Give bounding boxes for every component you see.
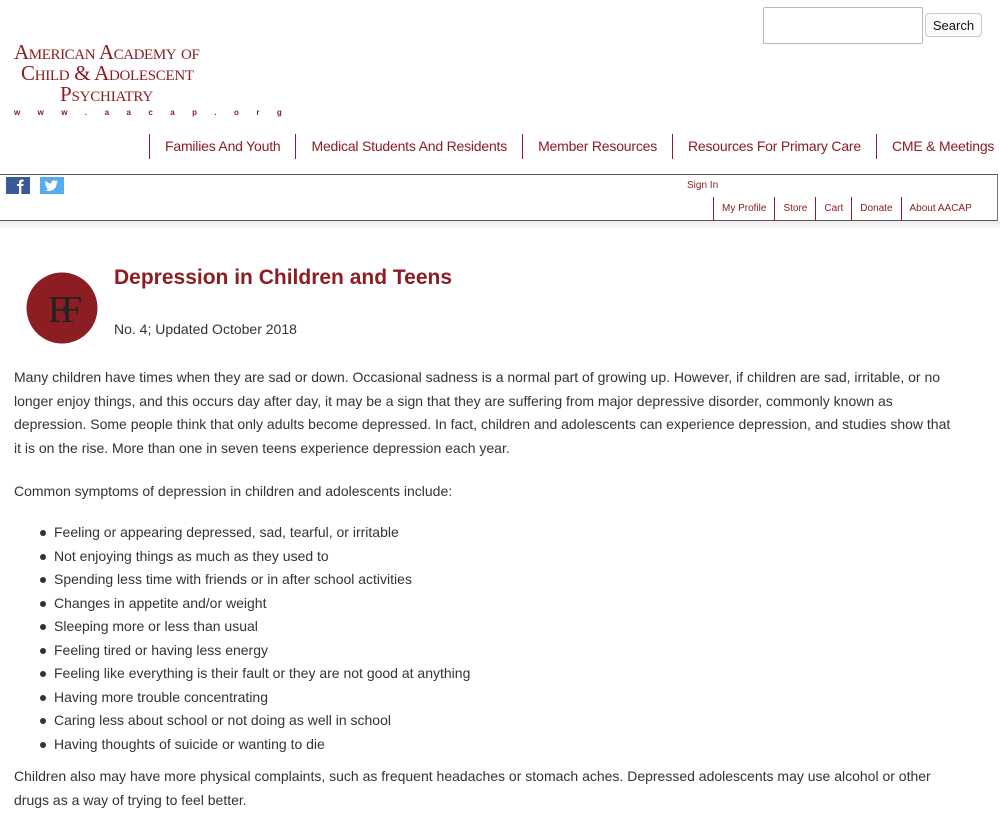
nav-about-aacap[interactable]: About AACAP: [901, 197, 980, 221]
list-item: Spending less time with friends or in after school activities: [40, 568, 470, 592]
page-title: Depression in Children and Teens: [114, 266, 453, 289]
logo-line-1: American Academy of: [14, 40, 200, 64]
list-item: Not enjoying things as much as they used to: [40, 545, 470, 569]
nav-cme-and-meetings[interactable]: CME & Meetings: [876, 134, 1000, 159]
nav-resources-for-primary-care[interactable]: Resources For Primary Care: [672, 134, 876, 159]
nav-member-resources[interactable]: Member Resources: [522, 134, 672, 159]
symptoms-lead: Common symptoms of depression in children and adolescents include:: [14, 483, 453, 499]
nav-families-and-youth[interactable]: Families And Youth: [149, 134, 295, 159]
list-item: Feeling tired or having less energy: [40, 639, 470, 663]
nav-medical-students-and-residents[interactable]: Medical Students And Residents: [295, 134, 522, 159]
logo-line-2: Child & Adolescent: [21, 61, 194, 85]
logo-url: w w w . a a c a p . o r g: [14, 108, 290, 117]
nav-cart[interactable]: Cart: [815, 197, 851, 221]
facebook-icon[interactable]: [6, 177, 30, 194]
nav-store[interactable]: Store: [774, 197, 815, 221]
aacap-logo[interactable]: [14, 40, 290, 117]
search-button[interactable]: Search: [925, 13, 982, 37]
nav-my-profile[interactable]: My Profile: [713, 197, 774, 221]
intro-paragraph: Many children have times when they are sad or down. Occasional sadness is a normal part of growing up. However, if children are sad, irritable, or no longer enjoy things, and this occurs day after day, it may be a sign that they are suffering from major depressive disorder, commonly known as depression. Some people think that only adults become depressed. In fact, children and adolescents can experience depression, and studies show that it is on the rise. More than one in seven teens experience depression each year.: [14, 369, 951, 456]
list-item: Feeling like everything is their fault or they are not good at anything: [40, 662, 470, 686]
facts-for-families-logo: [26, 272, 98, 344]
utility-nav: [713, 197, 980, 221]
list-item: Having thoughts of suicide or wanting to die: [40, 733, 470, 757]
utility-bar-shadow: [0, 221, 1000, 231]
symptoms-list: [40, 521, 470, 756]
twitter-icon[interactable]: [40, 177, 64, 194]
list-item: Sleeping more or less than usual: [40, 615, 470, 639]
main-nav: [149, 134, 1000, 159]
page-meta: No. 4; Updated October 2018: [114, 321, 297, 337]
sign-in-link[interactable]: Sign In: [687, 180, 719, 191]
closing-paragraph: Children also may have more physical complaints, such as frequent headaches or stomach aches. Depressed adolescents may use alcohol or other drugs as a way of trying to feel better.: [14, 768, 931, 808]
list-item: Having more trouble concentrating: [40, 686, 470, 710]
search-input[interactable]: [763, 7, 923, 44]
list-item: Feeling or appearing depressed, sad, tearful, or irritable: [40, 521, 470, 545]
nav-donate[interactable]: Donate: [851, 197, 900, 221]
ff-logo-text: FF: [47, 289, 75, 331]
list-item: Caring less about school or not doing as well in school: [40, 709, 470, 733]
logo-line-3: Psychiatry: [60, 82, 154, 106]
list-item: Changes in appetite and/or weight: [40, 592, 470, 616]
